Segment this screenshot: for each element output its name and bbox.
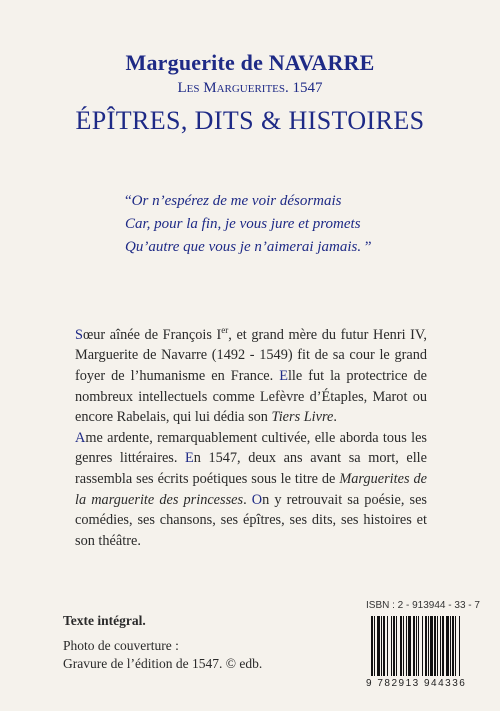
open-quote-mark: “ — [125, 193, 132, 209]
initial-letter: S — [75, 326, 83, 343]
book-reference: Tiers Livre — [271, 409, 334, 426]
author-name: Marguerite de NAVARRE — [125, 50, 375, 75]
epigraph-quote — [125, 190, 425, 259]
initial-letter: E — [185, 450, 194, 467]
quote-line: Car, pour la fin, je vous jure et promets — [125, 216, 361, 232]
isbn-label: ISBN : 2 - 913944 - 33 - 7 — [366, 600, 480, 611]
book-title: ÉPÎTRES, DITS & HISTOIRES — [75, 106, 425, 135]
quote-line: Qu’autre que vous je n’aimerai jamais. ” — [125, 239, 372, 255]
initial-letter: O — [251, 491, 263, 508]
barcode-number: 9 782913 944336 — [366, 678, 467, 689]
quote-line: “Or n’espérez de me voir désormais — [125, 193, 342, 209]
paragraph: Ame ardente, remarquablement cultivée, elle aborda tous les genres littéraires. En 1547, deux ans avant sa mort, elle rassembla ses écrits poétiques sous le titre de Marguerites de la marguerite des princesses. On y retrouvait sa poésie, ses comédies, ses chansons, ses épîtres, ses dits, ses histoires et son théâtre. — [75, 429, 427, 549]
full-text-note: Texte intégral. — [63, 613, 146, 628]
initial-letter: A — [75, 429, 86, 446]
initial-letter: E — [279, 367, 288, 384]
cover-credit: Photo de couverture : Gravure de l’édition de 1547. © edb. — [63, 638, 263, 671]
close-quote-mark: ” — [364, 239, 372, 255]
book-reference: Marguerites de la marguerite des princesses — [75, 470, 427, 508]
barcode-icon — [369, 616, 485, 676]
description-text — [75, 320, 427, 551]
paragraph: Sœur aînée de François Ier, et grand mère du futur Henri IV, Marguerite de Navarre (1492 - 1549) fit de sa cour le grand foyer de l’humanisme en France. Elle fut la protectrice de nombreux intellectuels comme Lefèvre d’Étaples, Marot ou encore Rabelais, qui lui dédia son Tiers Livre. — [75, 325, 427, 426]
collection-subtitle: Les Marguerites. 1547 — [177, 80, 323, 96]
